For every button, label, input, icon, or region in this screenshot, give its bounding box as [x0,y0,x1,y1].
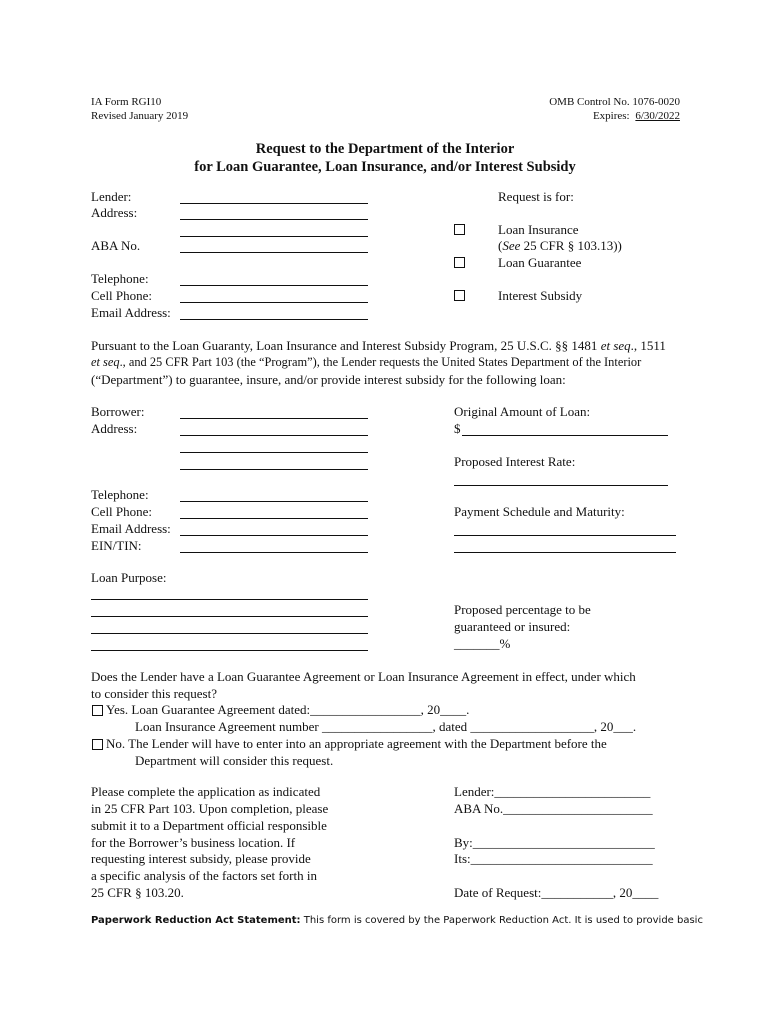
loan-guarantee-label: Loan Guarantee [498,255,582,270]
lender-label: Lender: [91,189,132,204]
loan-guarantee-checkbox[interactable] [454,257,465,268]
pursuant-line-3: (“Department”) to guarantee, insure, and/or provide interest subsidy for the following loan: [91,372,566,387]
loan-purpose-field-1[interactable] [91,599,368,600]
lender-email-field[interactable] [180,319,368,320]
interest-rate-field[interactable] [454,485,668,486]
loan-purpose-field-2[interactable] [91,616,368,617]
loan-insurance-checkbox[interactable] [454,224,465,235]
borrower-address-field-2[interactable] [180,452,368,453]
borrower-telephone-label: Telephone: [91,487,149,502]
pursuant-l1a: Pursuant to the Loan Guaranty, Loan Insurance and Interest Subsidy Program, 25 U.S.C. §§ 1481 [91,338,601,353]
instructions-line-6: a specific analysis of the factors set forth in [91,868,317,883]
borrower-field[interactable] [180,418,368,419]
instructions-line-2: in 25 CFR Part 103. Upon completion, please [91,801,329,816]
lender-telephone-label: Telephone: [91,271,149,286]
payment-schedule-field-2[interactable] [454,552,676,553]
yes-checkbox[interactable] [92,705,103,716]
signature-by[interactable]: By:____________________________ [454,835,655,850]
percentage-label-2: guaranteed or insured: [454,619,571,634]
revised-date: Revised January 2019 [91,110,189,122]
loan-purpose-field-4[interactable] [91,650,368,651]
paperwork-statement-title: Paperwork Reduction Act Statement: [91,915,301,926]
yes-line: Yes. Loan Guarantee Agreement dated:_________________, 20____. [106,702,470,717]
expires [593,110,680,122]
borrower-address-field-1[interactable] [180,435,368,436]
instructions-line-3: submit it to a Department official responsible [91,818,327,833]
title-line-2: for Loan Guarantee, Loan Insurance, and/or Interest Subsidy [194,159,576,175]
borrower-cell-label: Cell Phone: [91,504,153,519]
see-italic: See [502,238,521,253]
ein-field[interactable] [180,552,368,553]
paperwork-statement [91,915,703,926]
aba-label: ABA No. [91,238,141,253]
omb-control: OMB Control No. 1076-0020 [549,96,680,108]
see-cfr-note [498,238,622,254]
lender-address-field-2[interactable] [180,236,368,237]
see-prefix: ( [498,238,503,253]
instructions-line-1: Please complete the application as indicated [91,784,321,799]
expires-date: 6/30/2022 [635,110,680,122]
loan-purpose-label: Loan Purpose: [91,570,167,585]
borrower-email-label: Email Address: [91,521,171,536]
payment-schedule-label: Payment Schedule and Maturity: [454,504,625,519]
pursuant-line-1 [91,338,666,354]
borrower-email-field[interactable] [180,535,368,536]
borrower-address-label: Address: [91,421,138,436]
see-suffix: 25 CFR § 103.13)) [520,238,622,253]
no-line: No. The Lender will have to enter into an appropriate agreement with the Department before the [106,736,607,751]
borrower-address-field-3[interactable] [180,469,368,470]
lender-cell-field[interactable] [180,302,368,303]
lender-address-field-1[interactable] [180,219,368,220]
lender-address-label: Address: [91,205,138,220]
signature-aba[interactable]: ABA No._______________________ [454,801,653,816]
loan-purpose-field-3[interactable] [91,633,368,634]
no-checkbox[interactable] [92,739,103,750]
lender-field[interactable] [180,203,368,204]
expires-label: Expires: [592,110,630,122]
agreement-question-1: Does the Lender have a Loan Guarantee Agreement or Loan Insurance Agreement in effect, under which [91,669,636,684]
yes-line-2: Loan Insurance Agreement number _________________, dated ___________________, 20___. [135,719,637,734]
interest-subsidy-checkbox[interactable] [454,290,465,301]
percentage-label-1: Proposed percentage to be [454,602,591,617]
ein-label: EIN/TIN: [91,538,142,553]
lender-telephone-field[interactable] [180,285,368,286]
interest-subsidy-label: Interest Subsidy [498,288,583,303]
pursuant-l2b: ., and 25 CFR Part 103 (the “Program”), the Lender requests the United States Department of the Interior [119,355,642,369]
request-heading: Request is for: [498,189,574,204]
paperwork-statement-text: This form is covered by the Paperwork Reduction Act. It is used to provide basic [300,915,703,926]
no-line-2: Department will consider this request. [135,753,334,768]
instructions-line-7: 25 CFR § 103.20. [91,885,184,900]
payment-schedule-field-1[interactable] [454,535,676,536]
lender-cell-label: Cell Phone: [91,288,153,303]
pursuant-l1c: ., 1511 [630,338,666,353]
title-line-1: Request to the Department of the Interior [255,141,515,157]
signature-its[interactable]: Its:____________________________ [454,851,653,866]
original-amount-label: Original Amount of Loan: [454,404,591,419]
aba-field[interactable] [180,252,368,253]
form-id: IA Form RGI10 [91,96,162,108]
lender-email-label: Email Address: [91,305,171,320]
instructions-line-5: requesting interest subsidy, please provide [91,851,311,866]
signature-lender[interactable]: Lender:________________________ [454,784,651,799]
pursuant-line-2 [91,355,641,370]
instructions-line-4: for the Borrower’s business location. If [91,835,296,850]
pursuant-l1b: et seq [600,338,631,353]
interest-rate-label: Proposed Interest Rate: [454,454,576,469]
original-amount-field[interactable] [462,435,668,436]
borrower-cell-field[interactable] [180,518,368,519]
dollar-sign: $ [454,421,461,436]
borrower-telephone-field[interactable] [180,501,368,502]
agreement-question-2: to consider this request? [91,686,217,701]
percentage-field[interactable]: _______% [454,636,511,651]
borrower-label: Borrower: [91,404,145,419]
loan-insurance-label: Loan Insurance [498,222,579,237]
pursuant-l2a: et seq [91,355,120,369]
date-of-request[interactable]: Date of Request:___________, 20____ [454,885,659,900]
